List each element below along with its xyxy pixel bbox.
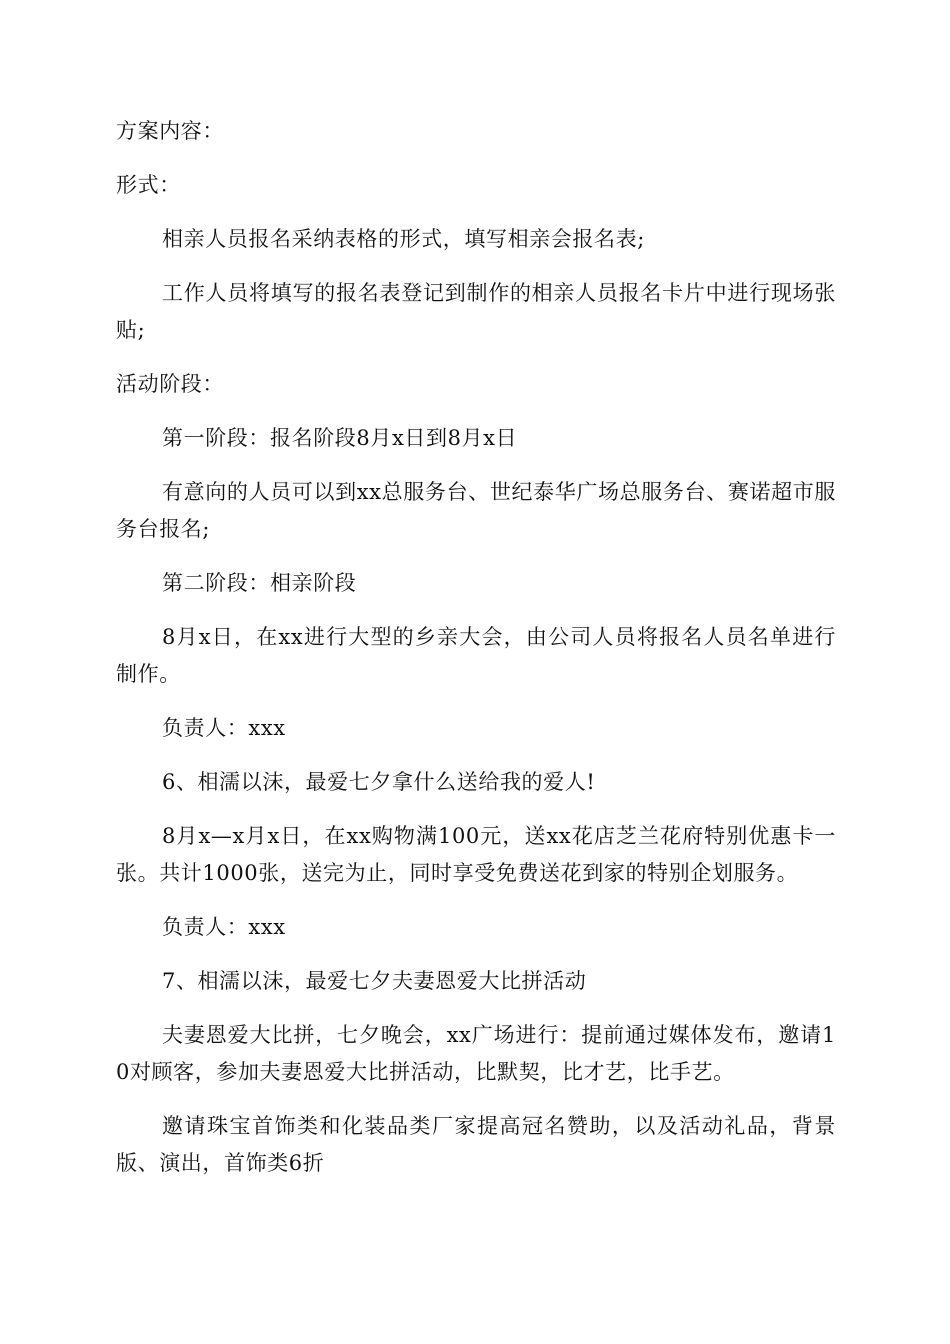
paragraph-responsible-person-2: 负责人：xxx: [162, 915, 286, 939]
paragraph-responsible-person-1: 负责人：xxx: [162, 716, 286, 740]
paragraph-activity-stages-heading: 活动阶段：: [116, 372, 224, 396]
paragraph-registration-locations: 有意向的人员可以到xx总服务台、世纪泰华广场总服务台、赛诺超市服务台报名;: [116, 480, 836, 541]
paragraph-registration-cards: 工作人员将填写的报名表登记到制作的相亲人员报名卡片中进行现场张贴;: [116, 281, 836, 342]
paragraph-flower-card-offer: 8月x—x月x日，在xx购物满100元，送xx花店芝兰花府特别优惠卡一张。共计1000张，送完为止，同时享受免费送花到家的特别企划服务。: [116, 824, 836, 885]
document-body: [116, 113, 836, 1199]
paragraph-matchmaking-event: 8月x日，在xx进行大型的乡亲大会，由公司人员将报名人员名单进行制作。: [116, 625, 836, 686]
paragraph-sponsorship: 邀请珠宝首饰类和化装品类厂家提高冠名赞助，以及活动礼品，背景版、演出，首饰类6折: [116, 1114, 836, 1175]
paragraph-item-6-title: 6、相濡以沫，最爱七夕拿什么送给我的爱人!: [162, 770, 596, 794]
paragraph-couple-contest: 夫妻恩爱大比拼，七夕晚会，xx广场进行：提前通过媒体发布，邀请10对顾客，参加夫妻恩爱大比拼活动，比默契，比才艺，比手艺。: [116, 1023, 836, 1084]
paragraph-stage-one: 第一阶段：报名阶段8月x日到8月x日: [162, 426, 518, 450]
paragraph-registration-form: 相亲人员报名采纳表格的形式，填写相亲会报名表;: [162, 227, 645, 251]
paragraph-plan-content-heading: 方案内容：: [116, 119, 224, 143]
paragraph-item-7-title: 7、相濡以沫，最爱七夕夫妻恩爱大比拼活动: [162, 969, 587, 993]
paragraph-stage-two: 第二阶段：相亲阶段: [162, 571, 357, 595]
paragraph-format-heading: 形式：: [116, 173, 181, 197]
